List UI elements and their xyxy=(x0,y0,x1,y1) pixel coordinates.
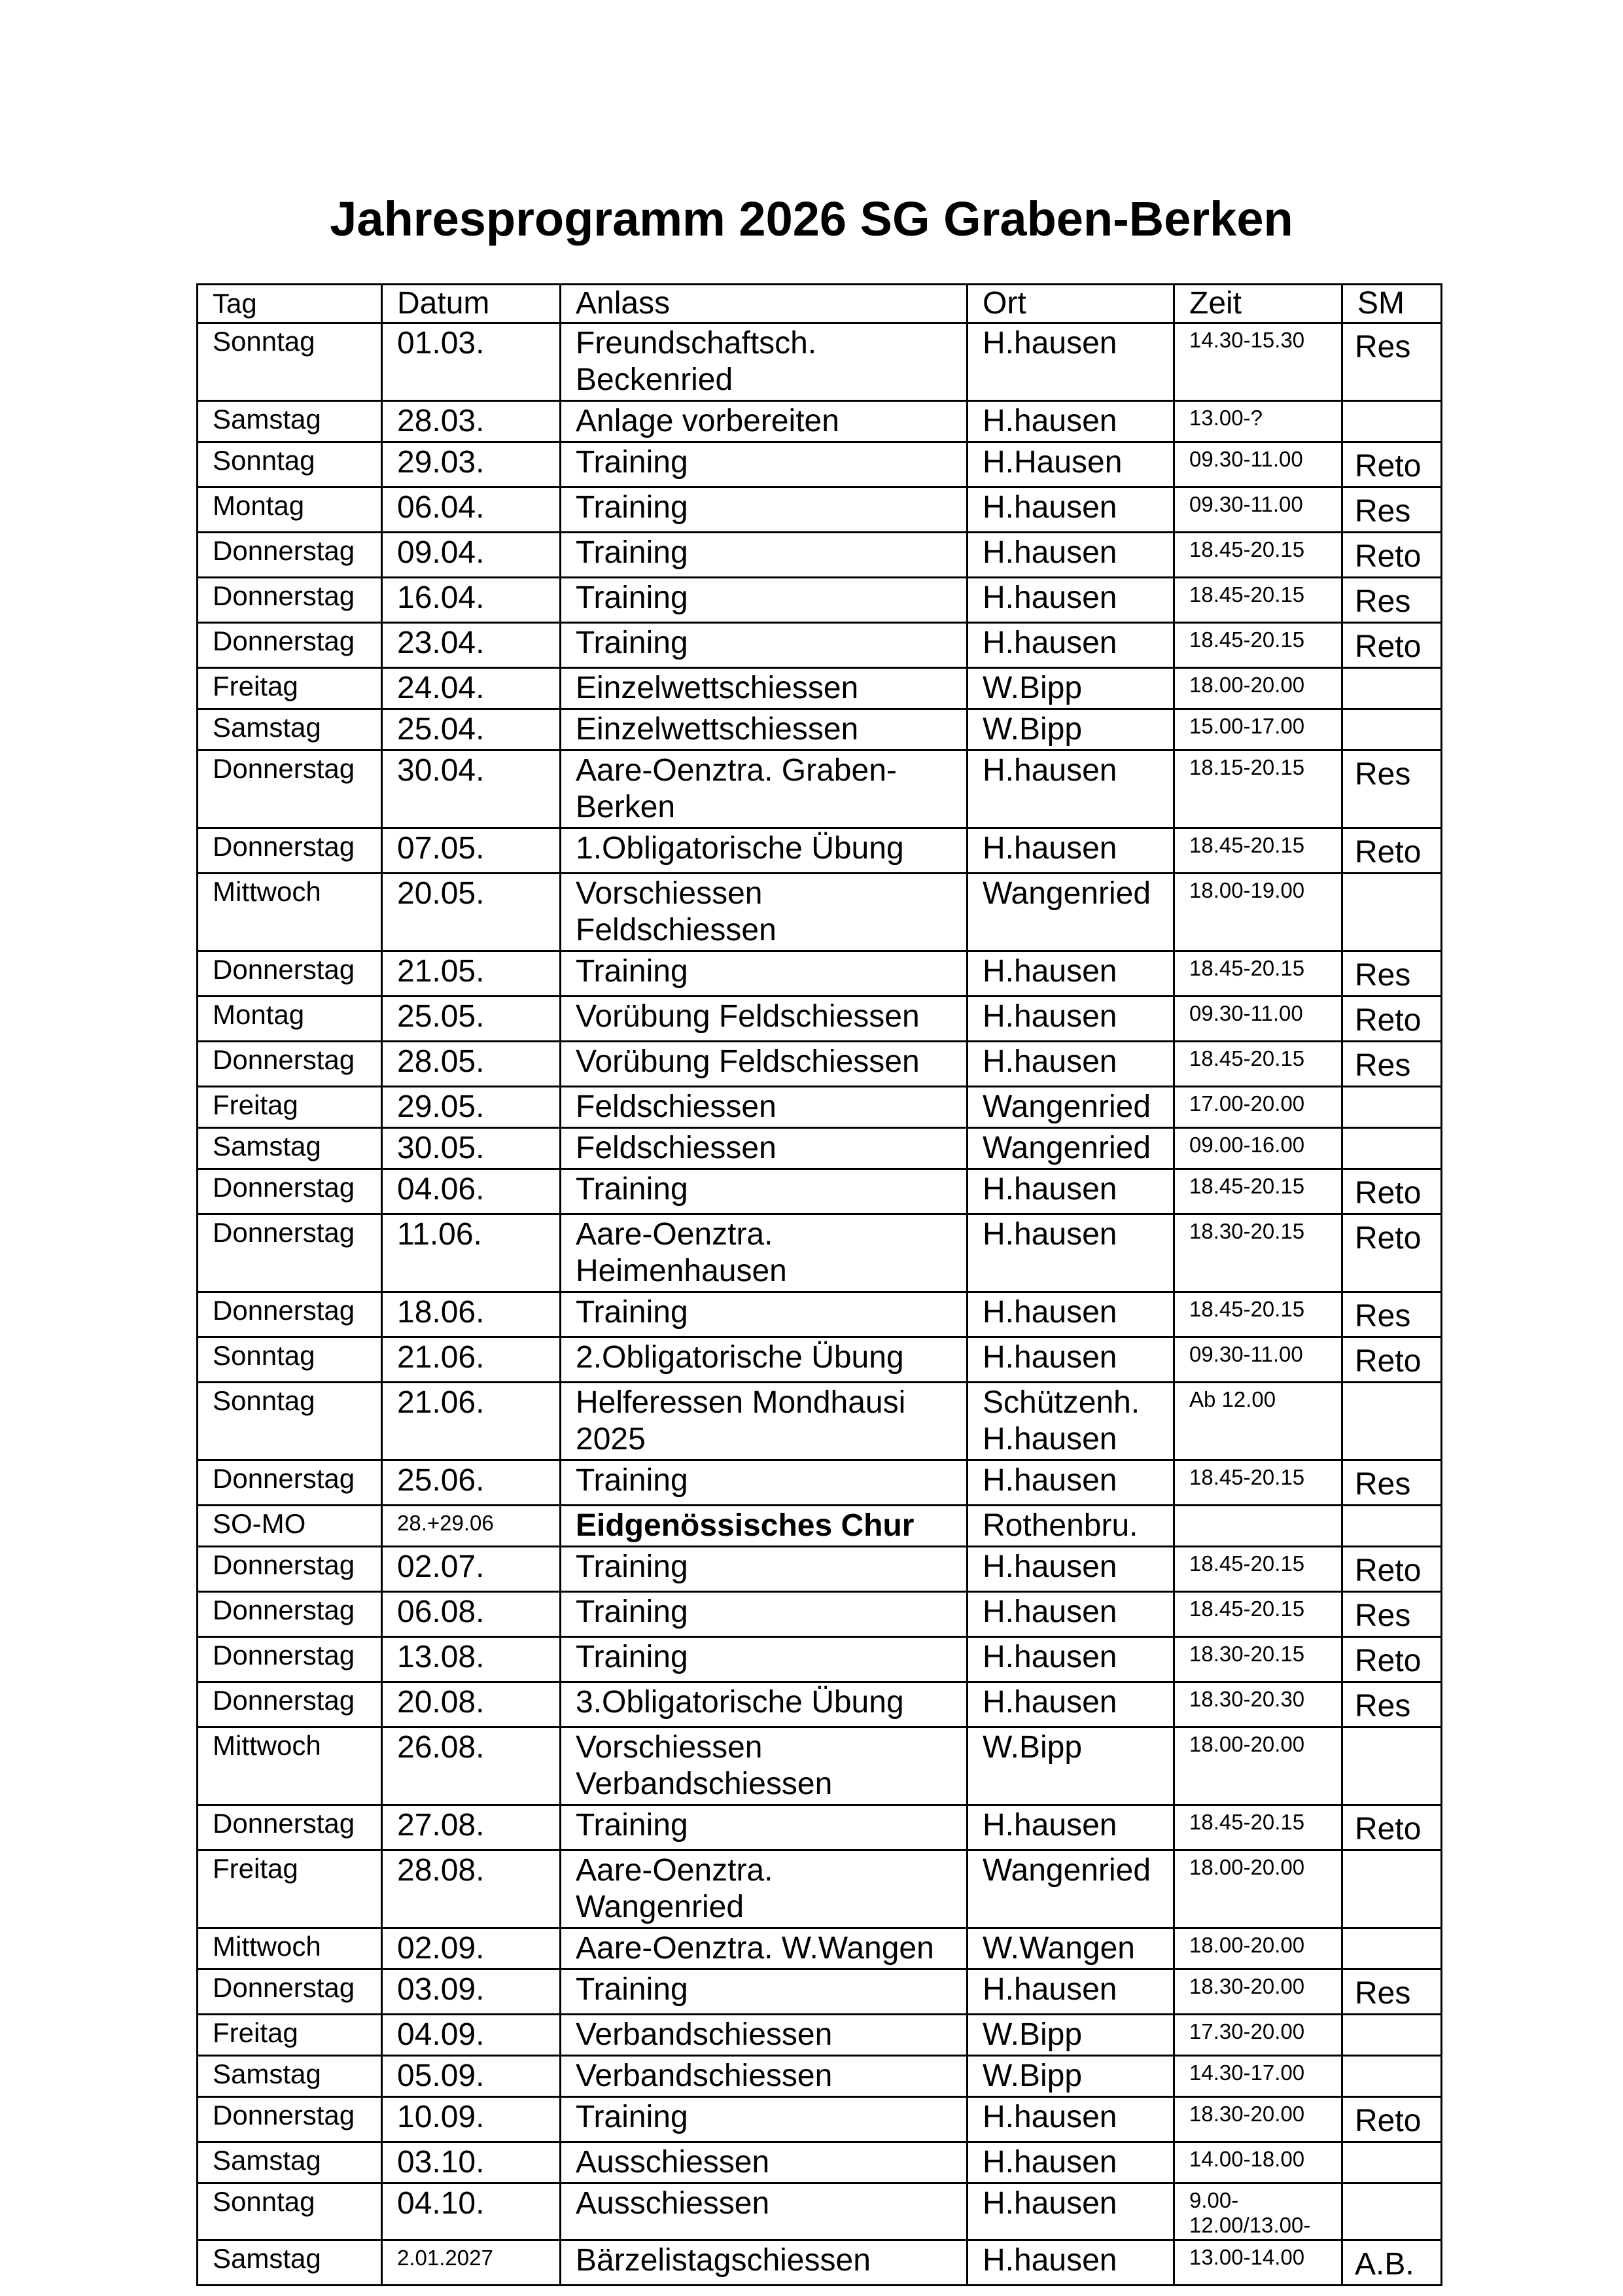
cell-datum: 21.06. xyxy=(382,1383,561,1460)
cell-ort: H.hausen xyxy=(968,1547,1174,1592)
cell-zeit: 17.30-20.00 xyxy=(1174,2015,1342,2056)
cell-sm xyxy=(1342,2183,1442,2240)
cell-datum: 13.08. xyxy=(382,1637,561,1682)
cell-zeit: 14.30-17.00 xyxy=(1174,2056,1342,2097)
cell-ort: H.hausen xyxy=(968,1337,1174,1383)
cell-zeit: 17.00-20.00 xyxy=(1174,1087,1342,1128)
cell-sm: Reto xyxy=(1342,2097,1442,2142)
cell-ort: Wangenried xyxy=(968,1087,1174,1128)
cell-sm xyxy=(1342,1727,1442,1805)
cell-ort: W.Bipp xyxy=(968,668,1174,709)
table-row xyxy=(198,1506,1442,1547)
cell-tag: Sonntag xyxy=(198,442,382,487)
cell-datum: 25.05. xyxy=(382,997,561,1042)
cell-tag: Samstag xyxy=(198,2142,382,2183)
cell-ort: Wangenried xyxy=(968,1850,1174,1928)
cell-datum: 04.10. xyxy=(382,2183,561,2240)
cell-sm: Res xyxy=(1342,323,1442,401)
cell-datum: 23.04. xyxy=(382,623,561,668)
cell-zeit: 18.45-20.15 xyxy=(1174,828,1342,874)
table-row xyxy=(198,1592,1442,1637)
table-row xyxy=(198,487,1442,533)
cell-zeit: 18.45-20.15 xyxy=(1174,1169,1342,1214)
cell-ort: H.hausen xyxy=(968,1214,1174,1292)
column-header-zeit: Zeit xyxy=(1174,285,1342,323)
cell-sm xyxy=(1342,2056,1442,2097)
cell-ort: W.Bipp xyxy=(968,1727,1174,1805)
cell-tag: Sonntag xyxy=(198,2183,382,2240)
cell-zeit: 18.00-20.00 xyxy=(1174,1850,1342,1928)
cell-zeit: 18.30-20.00 xyxy=(1174,2097,1342,2142)
cell-tag: SO-MO xyxy=(198,1506,382,1547)
cell-tag: Freitag xyxy=(198,668,382,709)
cell-sm: Reto xyxy=(1342,623,1442,668)
cell-zeit: 18.30-20.30 xyxy=(1174,1682,1342,1727)
table-row xyxy=(198,997,1442,1042)
table-row xyxy=(198,1805,1442,1850)
cell-zeit: 18.45-20.15 xyxy=(1174,1460,1342,1506)
cell-tag: Donnerstag xyxy=(198,1592,382,1637)
cell-anlass: Training xyxy=(561,1969,968,2015)
table-row xyxy=(198,1128,1442,1169)
cell-tag: Donnerstag xyxy=(198,1547,382,1592)
cell-anlass: 2.Obligatorische Übung xyxy=(561,1337,968,1383)
cell-datum: 30.04. xyxy=(382,751,561,828)
table-row xyxy=(198,1169,1442,1214)
cell-ort: H.hausen xyxy=(968,2097,1174,2142)
cell-sm xyxy=(1342,1087,1442,1128)
cell-ort: H.hausen xyxy=(968,1682,1174,1727)
cell-sm xyxy=(1342,1928,1442,1969)
cell-sm: A.B. xyxy=(1342,2240,1442,2286)
cell-anlass: Aare-Oenztra. Heimenhausen xyxy=(561,1214,968,1292)
cell-zeit: 13.00-14.00 xyxy=(1174,2240,1342,2286)
table-row xyxy=(198,1682,1442,1727)
cell-datum: 26.08. xyxy=(382,1727,561,1805)
cell-zeit: 18.45-20.15 xyxy=(1174,1805,1342,1850)
cell-datum: 07.05. xyxy=(382,828,561,874)
table-row xyxy=(198,1850,1442,1928)
cell-datum: 24.04. xyxy=(382,668,561,709)
cell-zeit: 18.45-20.15 xyxy=(1174,1592,1342,1637)
cell-tag: Donnerstag xyxy=(198,828,382,874)
cell-tag: Mittwoch xyxy=(198,1928,382,1969)
cell-tag: Montag xyxy=(198,997,382,1042)
cell-anlass: Training xyxy=(561,578,968,623)
cell-anlass: Training xyxy=(561,623,968,668)
cell-ort: H.hausen xyxy=(968,997,1174,1042)
cell-datum: 29.03. xyxy=(382,442,561,487)
table-row xyxy=(198,1337,1442,1383)
table-row xyxy=(198,709,1442,751)
cell-ort: H.hausen xyxy=(968,1460,1174,1506)
page-title: Jahresprogramm 2026 SG Graben-Berken xyxy=(330,192,1293,246)
cell-anlass: Ausschiessen xyxy=(561,2183,968,2240)
table-row xyxy=(198,668,1442,709)
cell-zeit: 09.00-16.00 xyxy=(1174,1128,1342,1169)
cell-zeit: 18.00-20.00 xyxy=(1174,1928,1342,1969)
cell-zeit: 09.30-11.00 xyxy=(1174,442,1342,487)
cell-sm: Reto xyxy=(1342,1337,1442,1383)
cell-zeit: 18.15-20.15 xyxy=(1174,751,1342,828)
cell-sm: Reto xyxy=(1342,1637,1442,1682)
cell-tag: Freitag xyxy=(198,1087,382,1128)
cell-zeit: 09.30-11.00 xyxy=(1174,487,1342,533)
cell-anlass: 1.Obligatorische Übung xyxy=(561,828,968,874)
cell-tag: Donnerstag xyxy=(198,951,382,997)
cell-tag: Donnerstag xyxy=(198,1682,382,1727)
cell-zeit: 09.30-11.00 xyxy=(1174,1337,1342,1383)
cell-tag: Freitag xyxy=(198,2015,382,2056)
cell-tag: Sonntag xyxy=(198,1337,382,1383)
cell-anlass: Ausschiessen xyxy=(561,2142,968,2183)
cell-zeit: 18.30-20.00 xyxy=(1174,1969,1342,2015)
cell-zeit: 18.45-20.15 xyxy=(1174,1547,1342,1592)
cell-sm: Res xyxy=(1342,1460,1442,1506)
cell-datum: 20.05. xyxy=(382,874,561,951)
cell-zeit: 18.45-20.15 xyxy=(1174,623,1342,668)
table-row xyxy=(198,533,1442,578)
cell-ort: W.Wangen xyxy=(968,1928,1174,1969)
cell-sm: Res xyxy=(1342,1292,1442,1337)
cell-anlass: Bärzelistagschiessen xyxy=(561,2240,968,2286)
table-header-row xyxy=(198,285,1442,323)
cell-sm xyxy=(1342,401,1442,442)
cell-ort: H.hausen xyxy=(968,751,1174,828)
table-row xyxy=(198,1087,1442,1128)
table-row xyxy=(198,2097,1442,2142)
cell-anlass: Aare-Oenztra. Wangenried xyxy=(561,1850,968,1928)
cell-ort: H.hausen xyxy=(968,1592,1174,1637)
table-row xyxy=(198,323,1442,401)
cell-tag: Donnerstag xyxy=(198,1637,382,1682)
cell-anlass: Verbandschiessen xyxy=(561,2056,968,2097)
cell-datum: 27.08. xyxy=(382,1805,561,1850)
cell-anlass: Training xyxy=(561,1460,968,1506)
table-row xyxy=(198,623,1442,668)
table-row xyxy=(198,401,1442,442)
cell-ort: H.hausen xyxy=(968,323,1174,401)
cell-datum: 28.+29.06 xyxy=(382,1506,561,1547)
cell-sm xyxy=(1342,1506,1442,1547)
cell-zeit: 18.30-20.15 xyxy=(1174,1214,1342,1292)
cell-sm: Res xyxy=(1342,578,1442,623)
cell-sm xyxy=(1342,668,1442,709)
cell-datum: 06.04. xyxy=(382,487,561,533)
table-row xyxy=(198,874,1442,951)
cell-ort: Schützenh. H.hausen xyxy=(968,1383,1174,1460)
cell-datum: 2.01.2027 xyxy=(382,2240,561,2286)
cell-sm xyxy=(1342,1383,1442,1460)
cell-tag: Donnerstag xyxy=(198,1169,382,1214)
cell-anlass: Anlage vorbereiten xyxy=(561,401,968,442)
cell-datum: 25.06. xyxy=(382,1460,561,1506)
cell-anlass: Training xyxy=(561,533,968,578)
cell-datum: 02.07. xyxy=(382,1547,561,1592)
cell-anlass: Eidgenössisches Chur xyxy=(561,1506,968,1547)
table-row xyxy=(198,1292,1442,1337)
cell-datum: 18.06. xyxy=(382,1292,561,1337)
table-row xyxy=(198,751,1442,828)
cell-tag: Samstag xyxy=(198,401,382,442)
cell-ort: H.hausen xyxy=(968,828,1174,874)
cell-tag: Donnerstag xyxy=(198,578,382,623)
cell-ort: H.hausen xyxy=(968,1169,1174,1214)
table-row xyxy=(198,1928,1442,1969)
cell-zeit: 18.00-19.00 xyxy=(1174,874,1342,951)
cell-sm: Reto xyxy=(1342,1547,1442,1592)
cell-tag: Freitag xyxy=(198,1850,382,1928)
cell-tag: Donnerstag xyxy=(198,751,382,828)
cell-tag: Samstag xyxy=(198,1128,382,1169)
cell-ort: H.hausen xyxy=(968,487,1174,533)
cell-datum: 04.06. xyxy=(382,1169,561,1214)
cell-datum: 16.04. xyxy=(382,578,561,623)
cell-anlass: Aare-Oenztra. Graben- Berken xyxy=(561,751,968,828)
cell-ort: W.Bipp xyxy=(968,2015,1174,2056)
cell-sm xyxy=(1342,2015,1442,2056)
cell-sm: Reto xyxy=(1342,533,1442,578)
cell-ort: H.hausen xyxy=(968,1969,1174,2015)
cell-anlass: Training xyxy=(561,1805,968,1850)
table-row xyxy=(198,578,1442,623)
table-row xyxy=(198,2142,1442,2183)
cell-anlass: Training xyxy=(561,2097,968,2142)
cell-ort: H.Hausen xyxy=(968,442,1174,487)
cell-ort: H.hausen xyxy=(968,1042,1174,1087)
cell-sm: Res xyxy=(1342,951,1442,997)
cell-datum: 09.04. xyxy=(382,533,561,578)
cell-datum: 25.04. xyxy=(382,709,561,751)
cell-anlass: Einzelwettschiessen xyxy=(561,709,968,751)
cell-zeit: 9.00- 12.00/13.00- xyxy=(1174,2183,1342,2240)
cell-tag: Montag xyxy=(198,487,382,533)
table-row xyxy=(198,1727,1442,1805)
cell-tag: Samstag xyxy=(198,709,382,751)
table-row xyxy=(198,1042,1442,1087)
cell-datum: 28.03. xyxy=(382,401,561,442)
cell-ort: H.hausen xyxy=(968,533,1174,578)
cell-sm: Reto xyxy=(1342,997,1442,1042)
column-header-anlass: Anlass xyxy=(561,285,968,323)
cell-sm xyxy=(1342,1128,1442,1169)
cell-ort: H.hausen xyxy=(968,1292,1174,1337)
cell-datum: 28.05. xyxy=(382,1042,561,1087)
cell-ort: H.hausen xyxy=(968,1637,1174,1682)
cell-tag: Mittwoch xyxy=(198,874,382,951)
cell-datum: 05.09. xyxy=(382,2056,561,2097)
cell-datum: 20.08. xyxy=(382,1682,561,1727)
cell-datum: 21.05. xyxy=(382,951,561,997)
cell-zeit: Ab 12.00 xyxy=(1174,1383,1342,1460)
cell-zeit: 18.45-20.15 xyxy=(1174,533,1342,578)
cell-sm: Reto xyxy=(1342,1169,1442,1214)
cell-ort: H.hausen xyxy=(968,2240,1174,2286)
cell-datum: 10.09. xyxy=(382,2097,561,2142)
cell-anlass: Vorschiessen Verbandschiessen xyxy=(561,1727,968,1805)
cell-tag: Samstag xyxy=(198,2240,382,2286)
cell-anlass: Training xyxy=(561,1547,968,1592)
cell-ort: H.hausen xyxy=(968,401,1174,442)
cell-sm xyxy=(1342,2142,1442,2183)
cell-anlass: Vorschiessen Feldschiessen xyxy=(561,874,968,951)
cell-datum: 29.05. xyxy=(382,1087,561,1128)
table-row xyxy=(198,2183,1442,2240)
cell-datum: 30.05. xyxy=(382,1128,561,1169)
cell-sm: Res xyxy=(1342,487,1442,533)
cell-sm: Res xyxy=(1342,1592,1442,1637)
cell-ort: H.hausen xyxy=(968,2142,1174,2183)
cell-zeit: 15.00-17.00 xyxy=(1174,709,1342,751)
cell-anlass: 3.Obligatorische Übung xyxy=(561,1682,968,1727)
cell-zeit: 18.45-20.15 xyxy=(1174,578,1342,623)
table-row xyxy=(198,951,1442,997)
cell-anlass: Freundschaftsch. Beckenried xyxy=(561,323,968,401)
cell-datum: 04.09. xyxy=(382,2015,561,2056)
cell-tag: Donnerstag xyxy=(198,1214,382,1292)
table-row xyxy=(198,2056,1442,2097)
cell-ort: Wangenried xyxy=(968,874,1174,951)
cell-ort: Wangenried xyxy=(968,1128,1174,1169)
cell-anlass: Einzelwettschiessen xyxy=(561,668,968,709)
cell-tag: Donnerstag xyxy=(198,533,382,578)
cell-zeit: 18.45-20.15 xyxy=(1174,951,1342,997)
cell-anlass: Helferessen Mondhausi 2025 xyxy=(561,1383,968,1460)
cell-sm: Res xyxy=(1342,1969,1442,2015)
cell-sm: Reto xyxy=(1342,442,1442,487)
cell-anlass: Training xyxy=(561,1637,968,1682)
cell-anlass: Verbandschiessen xyxy=(561,2015,968,2056)
cell-sm xyxy=(1342,709,1442,751)
cell-datum: 03.09. xyxy=(382,1969,561,2015)
column-header-tag: Tag xyxy=(198,285,382,323)
cell-tag: Sonntag xyxy=(198,1383,382,1460)
cell-sm: Res xyxy=(1342,751,1442,828)
table-row xyxy=(198,1460,1442,1506)
cell-anlass: Feldschiessen xyxy=(561,1087,968,1128)
cell-zeit: 14.30-15.30 xyxy=(1174,323,1342,401)
column-header-datum: Datum xyxy=(382,285,561,323)
cell-sm: Reto xyxy=(1342,828,1442,874)
table-row xyxy=(198,1547,1442,1592)
column-header-sm: SM xyxy=(1342,285,1442,323)
cell-zeit: 18.45-20.15 xyxy=(1174,1042,1342,1087)
cell-anlass: Training xyxy=(561,1169,968,1214)
cell-datum: 11.06. xyxy=(382,1214,561,1292)
cell-tag: Sonntag xyxy=(198,323,382,401)
table-row xyxy=(198,2015,1442,2056)
cell-datum: 06.08. xyxy=(382,1592,561,1637)
cell-sm: Reto xyxy=(1342,1214,1442,1292)
cell-anlass: Training xyxy=(561,951,968,997)
table-row xyxy=(198,1637,1442,1682)
cell-anlass: Training xyxy=(561,487,968,533)
cell-sm xyxy=(1342,1850,1442,1928)
cell-ort: H.hausen xyxy=(968,1805,1174,1850)
cell-zeit: 14.00-18.00 xyxy=(1174,2142,1342,2183)
cell-datum: 21.06. xyxy=(382,1337,561,1383)
cell-tag: Donnerstag xyxy=(198,2097,382,2142)
cell-zeit xyxy=(1174,1506,1342,1547)
cell-anlass: Training xyxy=(561,442,968,487)
cell-anlass: Training xyxy=(561,1592,968,1637)
cell-ort: Rothenbru. xyxy=(968,1506,1174,1547)
cell-anlass: Feldschiessen xyxy=(561,1128,968,1169)
cell-datum: 02.09. xyxy=(382,1928,561,1969)
table-row xyxy=(198,442,1442,487)
cell-tag: Donnerstag xyxy=(198,1969,382,2015)
cell-datum: 01.03. xyxy=(382,323,561,401)
cell-ort: H.hausen xyxy=(968,578,1174,623)
cell-ort: H.hausen xyxy=(968,951,1174,997)
cell-datum: 03.10. xyxy=(382,2142,561,2183)
cell-ort: H.hausen xyxy=(968,623,1174,668)
cell-tag: Donnerstag xyxy=(198,1460,382,1506)
cell-sm: Res xyxy=(1342,1682,1442,1727)
cell-anlass: Aare-Oenztra. W.Wangen xyxy=(561,1928,968,1969)
cell-sm: Reto xyxy=(1342,1805,1442,1850)
cell-ort: W.Bipp xyxy=(968,2056,1174,2097)
cell-tag: Mittwoch xyxy=(198,1727,382,1805)
cell-tag: Donnerstag xyxy=(198,623,382,668)
cell-anlass: Vorübung Feldschiessen xyxy=(561,997,968,1042)
cell-zeit: 18.00-20.00 xyxy=(1174,1727,1342,1805)
cell-tag: Donnerstag xyxy=(198,1292,382,1337)
cell-tag: Samstag xyxy=(198,2056,382,2097)
cell-tag: Donnerstag xyxy=(198,1805,382,1850)
cell-zeit: 18.30-20.15 xyxy=(1174,1637,1342,1682)
cell-sm: Res xyxy=(1342,1042,1442,1087)
column-header-ort: Ort xyxy=(968,285,1174,323)
cell-tag: Donnerstag xyxy=(198,1042,382,1087)
cell-datum: 28.08. xyxy=(382,1850,561,1928)
cell-zeit: 18.00-20.00 xyxy=(1174,668,1342,709)
cell-zeit: 09.30-11.00 xyxy=(1174,997,1342,1042)
table-row xyxy=(198,1969,1442,2015)
cell-ort: W.Bipp xyxy=(968,709,1174,751)
cell-zeit: 18.45-20.15 xyxy=(1174,1292,1342,1337)
table-row xyxy=(198,828,1442,874)
table-row xyxy=(198,2240,1442,2286)
schedule-table xyxy=(196,283,1442,2286)
table-row xyxy=(198,1214,1442,1292)
cell-ort: H.hausen xyxy=(968,2183,1174,2240)
cell-anlass: Training xyxy=(561,1292,968,1337)
cell-sm xyxy=(1342,874,1442,951)
cell-anlass: Vorübung Feldschiessen xyxy=(561,1042,968,1087)
cell-zeit: 13.00-? xyxy=(1174,401,1342,442)
table-row xyxy=(198,1383,1442,1460)
